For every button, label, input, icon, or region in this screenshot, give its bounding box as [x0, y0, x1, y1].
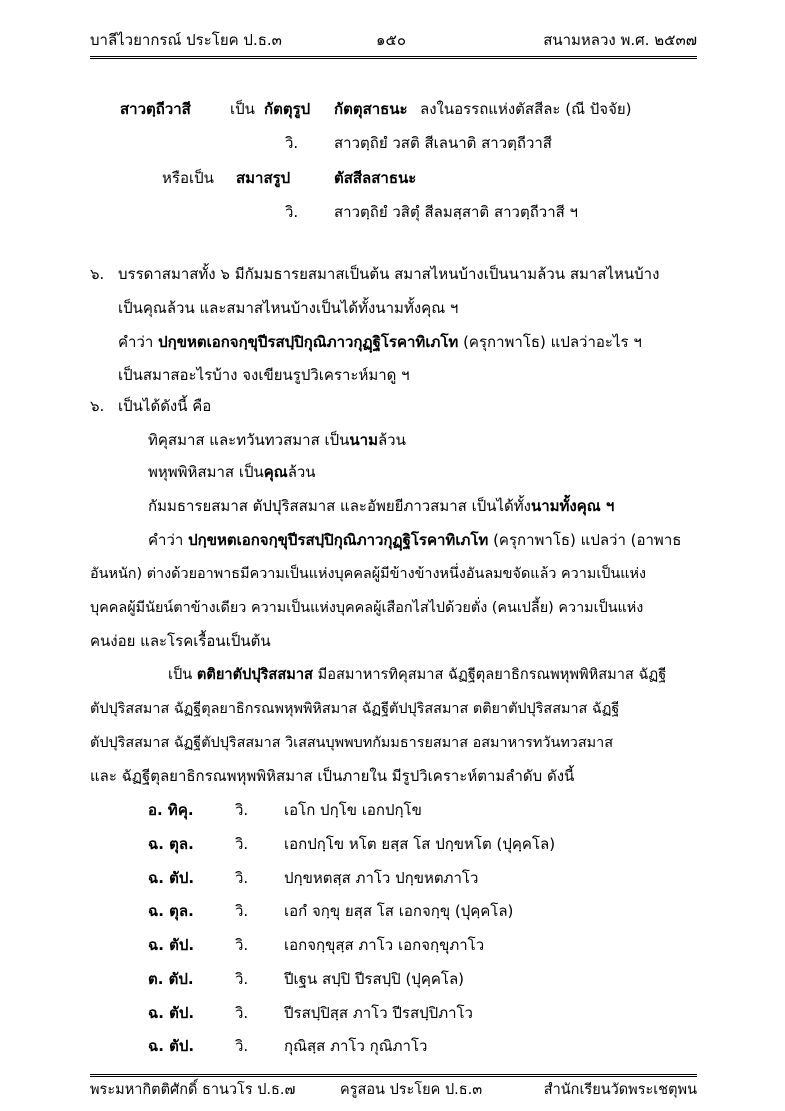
analysis-text: สาวตฺถิยํ วสิตุํ สีลมสฺสาติ สาวตฺถีวาสี ฯ [334, 203, 578, 221]
answer-line [148, 494, 614, 518]
answer-line [148, 428, 406, 452]
term-kattu-rup: กัตตุรูป [264, 100, 311, 118]
analysis-label: ฉ. ตัป. [148, 1004, 195, 1022]
paragraph-line: บุคคลผู้มีนัยน์ตาข้างเดียว ความเป็นแห่งบุคคลผู้เสือกไสไปด้วยตั่ง (คนเปลี้ย) ความเป็นแห่ง [90, 600, 644, 616]
term-savatthivasi: สาวตฺถีวาสี [120, 100, 191, 118]
analysis-label: ฉ. ตุล. [148, 902, 194, 920]
analysis-vi: วิ. [235, 1037, 249, 1055]
answer-text: ล้วน [377, 431, 406, 449]
question-number: ๖. [90, 265, 105, 283]
term-samasa-rup: สมาสรูป [236, 169, 291, 187]
answer-line [148, 460, 316, 484]
question-line: บรรดาสมาสทั้ง ๖ มีกัมมธารยสมาสเป็นต้น สมาสไหนบ้างเป็นนามล้วน สมาสไหนบ้าง [118, 265, 660, 283]
paragraph-emphasis: ตติยาตัปปุริสสมาส [196, 666, 313, 683]
analysis-text: ปีเฐน สปฺปิ ปีรสปฺปิ (ปุคฺคโล) [284, 970, 464, 988]
page-number: ๑๕๐ [376, 31, 407, 49]
paragraph-text: (ครุกาพาโธ) แปลว่า (อาพาธ [493, 531, 682, 549]
analysis-label: ฉ. ตัป. [148, 1037, 195, 1055]
header-left: บาลีไวยากรณ์ ประโยค ป.ธ.๓ [90, 31, 282, 49]
paragraph-line: ตัปปุริสสมาส ฉัฏฐีตุลยาธิกรณพหุพพิหิสมาส ฉัฏฐีตัปปุริสสมาส ตติยาตัปปุริสสมาส ฉัฏฐี [90, 701, 620, 717]
footer-left: พระมหากิตติศักดิ์ ธานวโร ป.ธ.๗ [90, 1082, 296, 1098]
question-line: เป็นคุณล้วน และสมาสไหนบ้างเป็นได้ทั้งนามทั้งคุณ ฯ [118, 299, 459, 317]
paragraph-line: และ ฉัฏฐีตุลยาธิกรณพหุพพิหิสมาส เป็นภายใน มีรูปวิเคราะห์ตามลำดับ ดังนี้ [90, 767, 575, 785]
analysis-text: เอกปกฺโข หโต ยสฺส โส ปกฺขหโต (ปุคฺคโล) [284, 835, 556, 853]
or-label: หรือเป็น [162, 169, 214, 187]
answer-emphasis: คุณ [263, 463, 288, 481]
vi-label: วิ. [285, 203, 299, 221]
header-right: สนามหลวง พ.ศ. ๒๕๓๗ [543, 31, 697, 49]
analysis-text: เอโก ปกฺโข เอกปกฺโข [284, 801, 422, 819]
answer-emphasis: นาม [349, 431, 378, 449]
paragraph-line: อันหนัก) ต่างด้วยอาพาธมีความเป็นแห่งบุคคลผู้มีข้างข้างหนึ่งอันลมขจัดแล้ว ความเป็นแห่ง [90, 566, 646, 582]
analysis-text: สาวตฺถิยํ วสติ สีเลนาติ สาวตฺถีวาสี [334, 134, 552, 152]
answer-text: พหุพพิหิสมาส เป็น [148, 463, 264, 481]
paragraph-line [168, 663, 666, 686]
analysis-label: อ. ทิคุ. [148, 801, 194, 819]
analysis-text: ปีรสปฺปิสฺส ภาโว ปีรสปฺปิภาโว [284, 1004, 473, 1022]
question-line: เป็นสมาสอะไรบ้าง จงเขียนรูปวิเคราะห์มาดู ฯ [118, 366, 410, 384]
header-rule [90, 56, 697, 59]
term-pen: เป็น [230, 100, 255, 118]
analysis-text: เอกํ จกฺขุ ยสฺส โส เอกจกฺขุ (ปุคฺคโล) [284, 902, 514, 920]
paragraph-text: มีอสมาหารทิคุสมาส ฉัฏฐีตุลยาธิกรณพหุพพิหิสมาส ฉัฏฐี [317, 666, 667, 683]
answer-text: กัมมธารยสมาส ตัปปุริสสมาส และอัพยยีภาวสมาส เป็นได้ทั้ง [148, 497, 531, 515]
answer-text: ทิคุสมาส และทวันทวสมาส เป็น [148, 431, 350, 449]
analysis-label: ฉ. ตัป. [148, 936, 195, 954]
analysis-vi: วิ. [235, 970, 249, 988]
analysis-vi: วิ. [235, 801, 249, 819]
analysis-vi: วิ. [235, 835, 249, 853]
answer-text: ล้วน [287, 463, 316, 481]
question-line [118, 330, 642, 354]
question-word: คำว่า [118, 333, 154, 351]
term-kattu-sadhana: กัตตุสาธนะ [334, 100, 408, 118]
footer-right: สำนักเรียนวัดพระเชตุพน [543, 1082, 697, 1098]
analysis-text: กุณิสฺส ภาโว กุณิภาโว [284, 1037, 428, 1055]
analysis-vi: วิ. [235, 869, 249, 887]
question-word: (ครุกาพาโธ) แปลว่าอะไร ฯ [463, 333, 642, 351]
analysis-label: ฉ. ตุล. [148, 835, 194, 853]
analysis-text: ปกฺขหตสฺส ภาโว ปกฺขหตภาโว [284, 869, 479, 887]
analysis-label: ต. ตัป. [148, 970, 194, 988]
vi-label: วิ. [285, 134, 299, 152]
question-compound: ปกฺขหตเอกจกฺขุปีรสปฺปิกุณิภาวกุฏฺฐิโรคาทิเภโท [158, 333, 459, 351]
paragraph-line [148, 528, 681, 552]
paragraph-line: ตัปปุริสสมาส ฉัฏฐีตัปปุริสสมาส วิเสสนบุพพบทกัมมธารยสมาส อสมาหารทวันทวสมาส [90, 735, 614, 751]
paragraph-line: คนง่อย และโรคเรื้อนเป็นต้น [90, 632, 271, 650]
answer-emphasis: นามทั้งคุณ ฯ [530, 497, 615, 515]
footer-center: ครูสอน ประโยค ป.ธ.๓ [340, 1082, 483, 1098]
analysis-vi: วิ. [235, 902, 249, 920]
paragraph-compound: ปกฺขหตเอกจกฺขุปีรสปฺปิกุณิภาวกุฏฺฐิโรคาทิเภโท [188, 531, 489, 549]
paragraph-text: เป็น [168, 666, 193, 683]
paragraph-text: คำว่า [148, 531, 184, 549]
analysis-text: เอกจกฺขุสฺส ภาโว เอกจกฺขุภาโว [284, 936, 485, 954]
analysis-vi: วิ. [235, 936, 249, 954]
answer-intro: เป็นได้ดังนี้ คือ [118, 397, 212, 415]
term-tassila-sadhana: ตัสสีลสาธนะ [334, 169, 417, 187]
footer-rule [90, 1074, 697, 1077]
analysis-vi: วิ. [235, 1004, 249, 1022]
term-desc: ลงในอรรถแห่งตัสสีละ (ณี ปัจจัย) [420, 100, 632, 118]
answer-number: ๖. [90, 397, 105, 415]
analysis-label: ฉ. ตัป. [148, 869, 195, 887]
